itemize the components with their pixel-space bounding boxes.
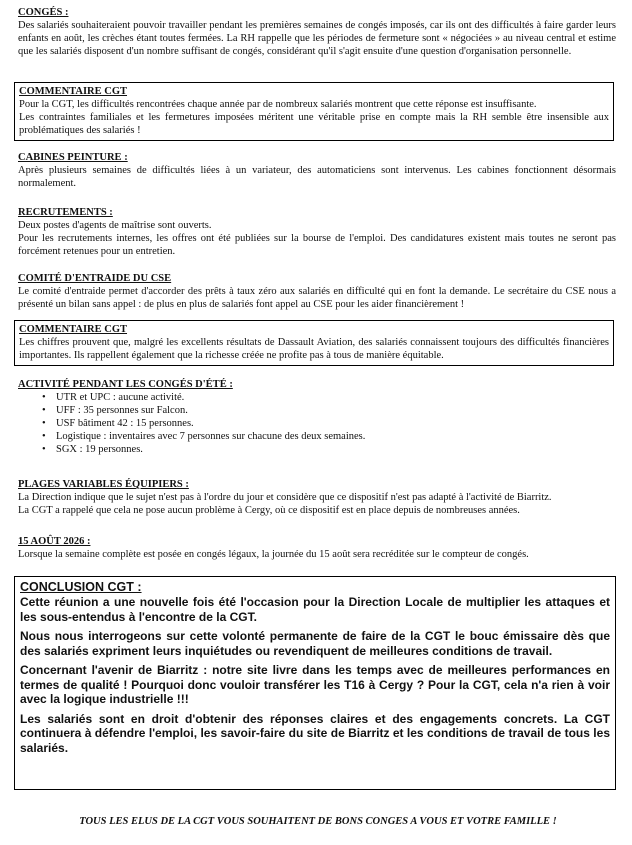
- text-plages-1: La Direction indique que le sujet n'est pas à l'ordre du jour et considère que ce dispositif n'est pas adapté à l'activité de Biarritz.: [18, 492, 552, 503]
- list-item: • USF bâtiment 42 : 15 personnes.: [42, 417, 616, 430]
- heading-cabines: CABINES PEINTURE :: [18, 152, 128, 163]
- list-item: • UTR et UPC : aucune activité.: [42, 391, 616, 404]
- section-plages: [18, 478, 616, 517]
- text-commentaire-2: Les chiffres prouvent que, malgré les excellents résultats de Dassault Aviation, des salariés connaissent toujours des difficultés financières importantes. Ils rappellent également que la richesse créée ne profite pas à tous de manière équitable.: [19, 337, 609, 361]
- footer-message: TOUS LES ELUS DE LA CGT VOUS SOUHAITENT DE BONS CONGES A VOUS ET VOTRE FAMILLE !: [79, 816, 557, 827]
- text-commentaire-1b: Les contraintes familiales et les fermetures imposées méritent une véritable prise en compte mais la RH semble être insensible aux problématiques des salariés !: [19, 112, 609, 136]
- heading-plages: PLAGES VARIABLES ÉQUIPIERS :: [18, 479, 189, 490]
- heading-activite: ACTIVITÉ PENDANT LES CONGÉS D'ÉTÉ :: [18, 379, 233, 390]
- heading-15-aout: 15 AOÛT 2026 :: [18, 536, 91, 547]
- text-comite: Le comité d'entraide permet d'accorder des prêts à taux zéro aux salariés en difficulté qui en font la demande. Le secrétaire du CSE nous a présenté un bilan sans appel : de plus en plus de salariés font appel au CSE pour les aider financièrement !: [18, 286, 616, 310]
- conclusion-paragraph-1: Cette réunion a une nouvelle fois été l'occasion pour la Direction Locale de multiplier les attaques et les sous-entendus à l'encontre de la CGT.: [20, 595, 610, 624]
- text-commentaire-1a: Pour la CGT, les difficultés rencontrées chaque année par de nombreux salariés montrent que cette réponse est insuffisante.: [19, 99, 537, 110]
- text-recrutements-1: Deux postes d'agents de maîtrise sont ouverts.: [18, 220, 212, 231]
- text-conges: Des salariés souhaiteraient pouvoir travailler pendant les premières semaines de congés imposés, car ils ont des difficultés à faire garder leurs enfants en août, les crèches étant toutes fermées. La RH rappelle que les périodes de fermeture sont « négociées » au niveau central et estime que les salariés disposent d'un nombre suffisant de congés, considérant qu'il s'agit ensuite d'une question d'organisation personnelle.: [18, 20, 616, 57]
- section-cabines: [18, 151, 616, 190]
- heading-comite: COMITÉ D'ENTRAIDE DU CSE: [18, 273, 172, 284]
- conclusion-paragraph-4: Les salariés sont en droit d'obtenir des réponses claires et des engagements concrets. La CGT continuera à défendre l'emploi, les savoir-faire du site de Biarritz et les conditions de travail de tous les salariés.: [20, 711, 610, 755]
- commentaire-cgt-box-1: [14, 82, 614, 141]
- heading-conclusion: CONCLUSION CGT :: [20, 580, 142, 594]
- heading-commentaire-1: COMMENTAIRE CGT: [19, 86, 128, 97]
- commentaire-cgt-box-2: [14, 320, 614, 366]
- conclusion-box: [14, 576, 616, 790]
- list-item: • UFF : 35 personnes sur Falcon.: [42, 404, 616, 417]
- conclusion-paragraph-2: Nous nous interrogeons sur cette volonté permanente de faire de la CGT le bouc émissaire dès que des salariés expriment leurs inquiétudes ou revendiquent de meilleures conditions de travail.: [20, 629, 610, 658]
- heading-commentaire-2: COMMENTAIRE CGT: [19, 324, 128, 335]
- text-plages-2: La CGT a rappelé que cela ne pose aucun problème à Cergy, où ce dispositif est en place depuis de nombreuses années.: [18, 505, 520, 516]
- section-activite: [18, 378, 616, 456]
- section-recrutements: [18, 206, 616, 258]
- list-item: • Logistique : inventaires avec 7 personnes sur chacune des deux semaines.: [42, 430, 616, 443]
- text-cabines: Après plusieurs semaines de difficultés liées à un variateur, des automaticiens sont intervenus. Les cabines fonctionnent désormais normalement.: [18, 165, 616, 189]
- section-comite: [18, 272, 616, 311]
- activite-list: [18, 391, 616, 456]
- text-15-aout: Lorsque la semaine complète est posée en congés légaux, la journée du 15 août sera recréditée sur le compteur de congés.: [18, 549, 529, 560]
- section-conges: [18, 6, 616, 58]
- heading-conges: CONGÉS :: [18, 7, 69, 18]
- text-recrutements-2: Pour les recrutements internes, les offres ont été publiées sur la bourse de l'emploi. Des candidatures existent mais toutes ne seront pas forcément retenues pour un entretien.: [18, 233, 616, 257]
- conclusion-paragraph-3: Concernant l'avenir de Biarritz : notre site livre dans les temps avec de meilleures performances en termes de qualité ! Pourquoi donc vouloir transférer les T16 à Cergy ? Pour la CGT, cela n'a rien à voir avec la logique industrielle !!!: [20, 663, 610, 706]
- list-item: • SGX : 19 personnes.: [42, 443, 616, 456]
- section-15-aout: [18, 535, 616, 561]
- heading-recrutements: RECRUTEMENTS :: [18, 207, 113, 218]
